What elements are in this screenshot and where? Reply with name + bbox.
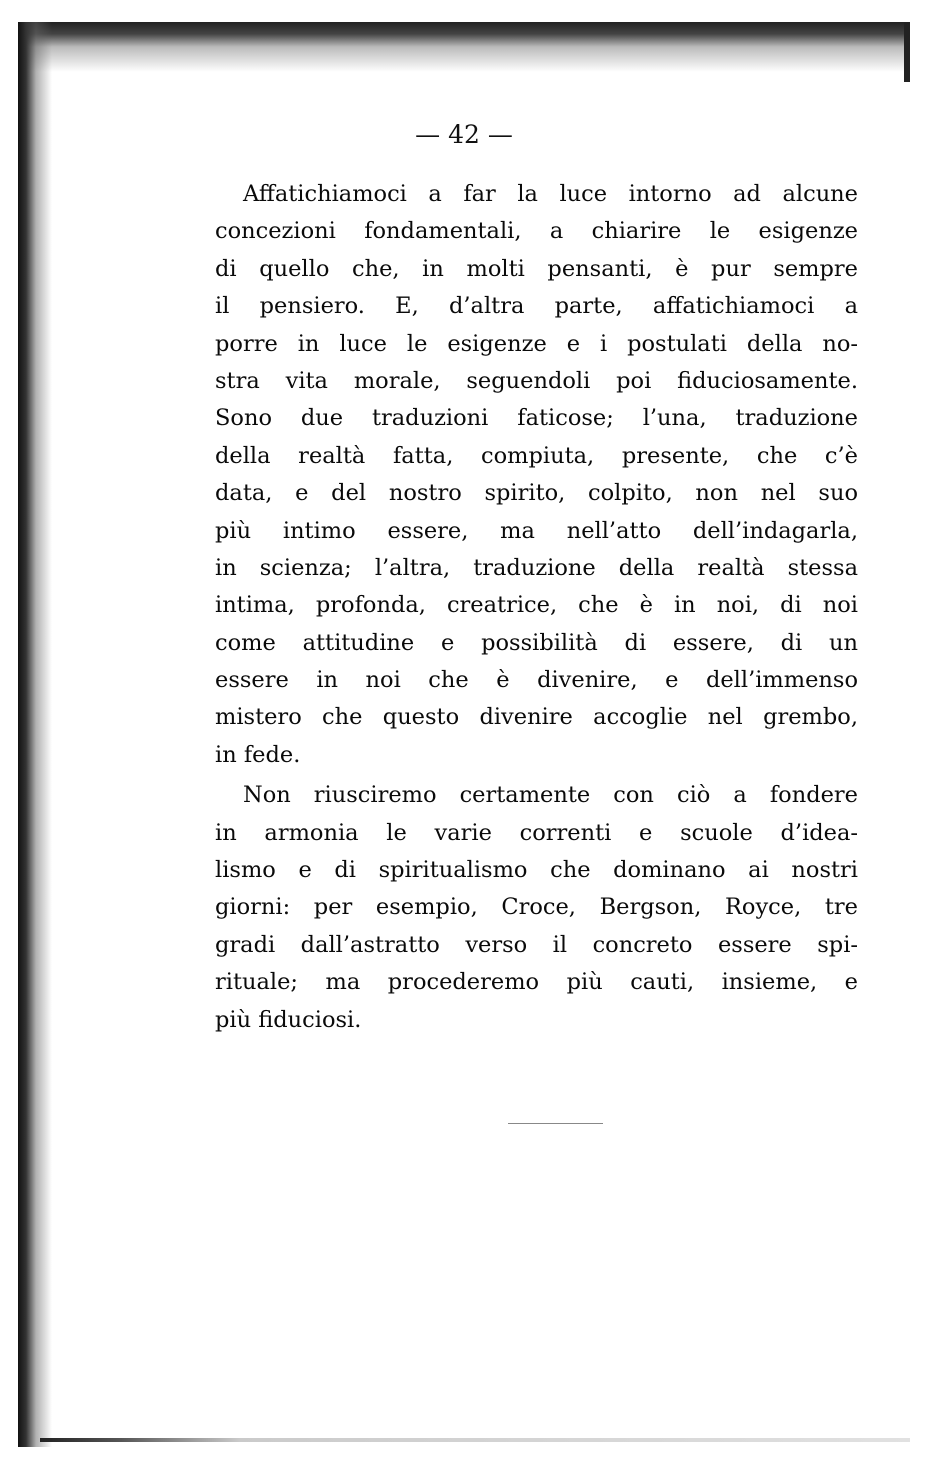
paragraph — [215, 176, 858, 774]
text-line: in armonia le varie correnti e scuole d’idea- — [215, 819, 858, 846]
text-line: il pensiero. E, d’altra parte, affatichiamoci a — [215, 293, 858, 320]
text-line: stra vita morale, seguendoli poi fiduciosamente. — [215, 367, 858, 394]
scan-edge-top — [18, 22, 908, 72]
text-line: essere in noi che è divenire, e dell’immenso — [215, 667, 858, 694]
text-line: gradi dall’astratto verso il concreto essere spi- — [215, 931, 858, 958]
text-line: giorni: per esempio, Croce, Bergson, Royce, tre — [215, 894, 858, 921]
text-line: rituale; ma procederemo più cauti, insieme, e — [215, 969, 858, 996]
text-line: della realtà fatta, compiuta, presente, che c’è — [215, 442, 858, 469]
text-line: Affatichiamoci a far la luce intorno ad alcune — [243, 181, 858, 207]
text-line: intima, profonda, creatrice, che è in noi, di noi — [215, 592, 858, 619]
end-rule — [508, 1123, 603, 1124]
text-line: porre in luce le esigenze e i postulati della no- — [215, 330, 858, 357]
text-line: più intimo essere, ma nell’atto dell’indagarla, — [215, 517, 858, 544]
text-line: Non riusciremo certamente con ciò a fondere — [243, 782, 858, 809]
scan-edge-right — [904, 22, 910, 82]
body-text — [215, 176, 858, 1039]
text-line: come attitudine e possibilità di essere, di un — [215, 629, 858, 656]
scan-edge-bottom — [40, 1438, 910, 1442]
text-line: in scienza; l’altra, traduzione della realtà stessa — [215, 554, 858, 581]
text-line: più fiduciosi. — [215, 1006, 362, 1033]
scan-edge-left — [18, 22, 52, 1447]
text-line: concezioni fondamentali, a chiarire le esigenze — [215, 218, 858, 245]
text-line: in fede. — [215, 741, 301, 768]
text-line: mistero che questo divenire accoglie nel grembo, — [215, 704, 858, 731]
paragraph — [215, 777, 858, 1039]
text-line: di quello che, in molti pensanti, è pur sempre — [215, 255, 858, 282]
text-line: data, e del nostro spirito, colpito, non nel suo — [215, 480, 858, 507]
page-number: — 42 — — [415, 120, 513, 149]
text-line: Sono due traduzioni faticose; l’una, traduzione — [215, 405, 858, 432]
text-line: lismo e di spiritualismo che dominano ai nostri — [215, 857, 858, 884]
